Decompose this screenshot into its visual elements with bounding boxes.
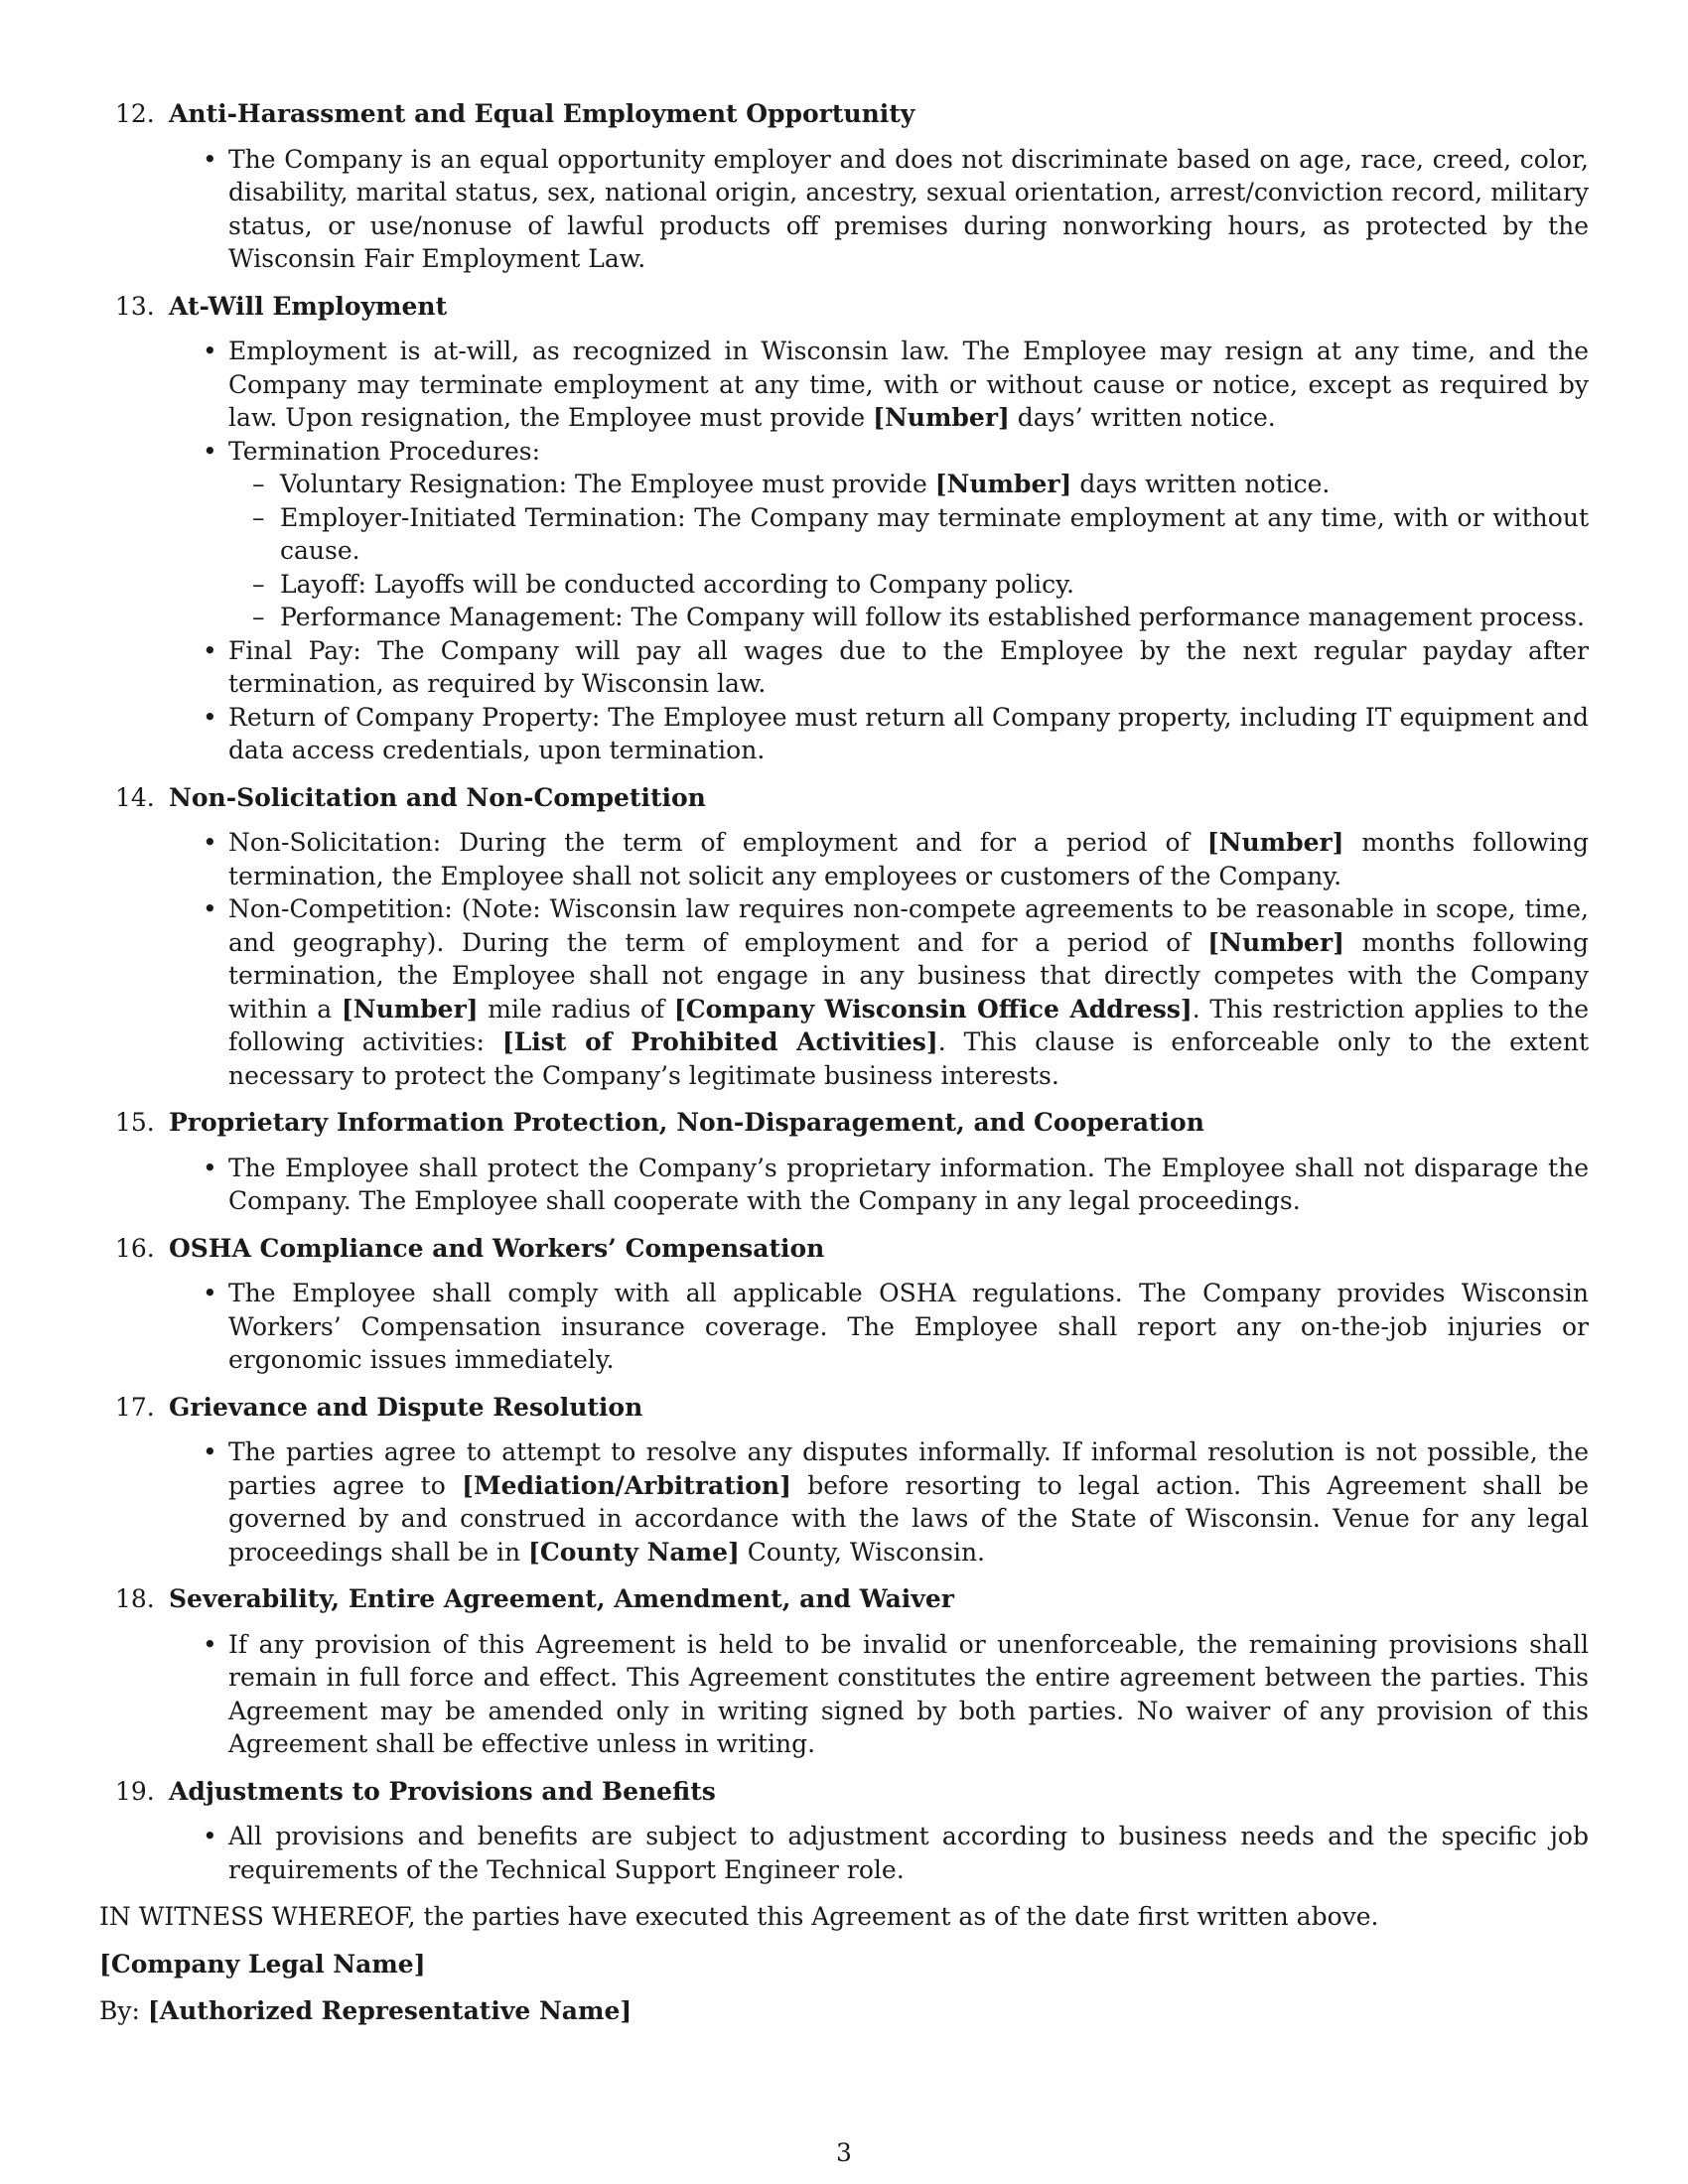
section-title: Anti-Harassment and Equal Employment Opportunity	[169, 99, 915, 128]
section-heading	[99, 1106, 1589, 1140]
bullet-list	[228, 1628, 1589, 1761]
section-title: At-Will Employment	[169, 291, 448, 321]
bullet-item: • Return of Company Property: The Employee must return all Company property, including IT equipment and data access credentials, upon termination.	[228, 701, 1589, 767]
section-14	[99, 781, 1589, 1093]
bullet-item: • The parties agree to attempt to resolve any disputes informally. If informal resolution is not possible, the parties agree to [Mediation/Arbitration] before resorting to legal action. This Agreement shall be governed by and construed in accordance with the laws of the State of Wisconsin. Venue for any legal proceedings shall be in [County Name] County, Wisconsin.	[228, 1435, 1589, 1569]
section-title: Non-Solicitation and Non-Competition	[169, 782, 706, 812]
section-heading	[99, 1391, 1589, 1425]
placeholder-field: [Mediation/Arbitration]	[462, 1470, 791, 1500]
section-title: Grievance and Dispute Resolution	[169, 1392, 643, 1422]
section-number: 15.	[115, 1108, 155, 1137]
sub-item: – Voluntary Resignation: The Employee must provide [Number] days written notice.	[280, 468, 1589, 501]
section-18	[99, 1582, 1589, 1761]
page-number: 3	[836, 2138, 852, 2167]
bullet-item: • Non-Competition: (Note: Wisconsin law requires non-compete agreements to be reasonable in scope, time, and geography). During the term of employment and for a period of [Number] months following termination, the Employee shall not engage in any business that directly competes with the Company within a [Number] mile radius of [Company Wisconsin Office Address]. This restriction applies to the following activities: [List of Prohibited Activities]. This clause is enforceable only to the extent necessary to protect the Company’s legitimate business interests.	[228, 892, 1589, 1092]
bullet-item: • Non-Solicitation: During the term of employment and for a period of [Number] months following termination, the Employee shall not solicit any employees or customers of the Company.	[228, 826, 1589, 892]
section-heading	[99, 1232, 1589, 1266]
sub-item: – Employer-Initiated Termination: The Company may terminate employment at any time, with or without cause.	[280, 501, 1589, 568]
representative-name: [Authorized Representative Name]	[147, 1996, 633, 2025]
section-number: 12.	[115, 99, 155, 128]
section-heading	[99, 781, 1589, 815]
placeholder-field: [Number]	[1206, 828, 1344, 857]
bullet-item: • Termination Procedures:	[228, 435, 1589, 469]
section-12	[99, 97, 1589, 276]
bullet-list	[228, 143, 1589, 276]
section-number: 14.	[115, 782, 155, 812]
section-15	[99, 1106, 1589, 1218]
bullet-item: • All provisions and benefits are subject to adjustment according to business needs and the specific job requirements of the Technical Support Engineer role.	[228, 1820, 1589, 1886]
section-heading	[99, 1775, 1589, 1809]
sub-list	[280, 468, 1589, 634]
sub-item: – Layoff: Layoffs will be conducted according to Company policy.	[280, 568, 1589, 602]
placeholder-field: [Number]	[934, 470, 1072, 498]
placeholder-field: [Number]	[873, 403, 1010, 432]
bullet-item: • Final Pay: The Company will pay all wages due to the Employee by the next regular payday after termination, as required by Wisconsin law.	[228, 634, 1589, 701]
section-number: 16.	[115, 1233, 155, 1263]
bullet-list	[228, 1435, 1589, 1569]
section-19	[99, 1775, 1589, 1887]
section-title: Proprietary Information Protection, Non-Disparagement, and Cooperation	[169, 1108, 1204, 1137]
section-number: 19.	[115, 1776, 155, 1806]
section-heading	[99, 97, 1589, 131]
section-heading	[99, 1582, 1589, 1616]
bullet-list	[228, 1820, 1589, 1886]
section-title: Severability, Entire Agreement, Amendment, and Waiver	[169, 1584, 954, 1613]
sections-list	[99, 97, 1589, 1886]
bullet-item: • The Employee shall protect the Company’s proprietary information. The Employee shall not disparage the Company. The Employee shall cooperate with the Company in any legal proceedings.	[228, 1152, 1589, 1218]
section-title: Adjustments to Provisions and Benefits	[169, 1776, 716, 1806]
bullet-list	[228, 1152, 1589, 1218]
bullet-item: • The Company is an equal opportunity employer and does not discriminate based on age, race, creed, color, disability, marital status, sex, national origin, ancestry, sexual orientation, arrest/conviction record, military status, or use/nonuse of lawful products off premises during nonworking hours, as protected by the Wisconsin Fair Employment Law.	[228, 143, 1589, 276]
company-signature-line	[99, 1948, 1589, 1981]
witness-statement: IN WITNESS WHEREOF, the parties have executed this Agreement as of the date first written above.	[99, 1902, 1379, 1931]
section-number: 13.	[115, 291, 155, 321]
bullet-list	[228, 335, 1589, 767]
placeholder-field: [Number]	[1207, 927, 1344, 957]
company-name: [Company Legal Name]	[99, 1949, 426, 1979]
placeholder-field: [County Name]	[528, 1537, 740, 1567]
section-17	[99, 1391, 1589, 1570]
section-16	[99, 1232, 1589, 1377]
bullet-list	[228, 826, 1589, 1092]
representative-signature-line	[99, 1994, 1589, 2028]
placeholder-field: [List of Prohibited Activities]	[501, 1027, 938, 1056]
bullet-item: • If any provision of this Agreement is held to be invalid or unenforceable, the remaining provisions shall remain in full force and effect. This Agreement constitutes the entire agreement between the parties. This Agreement may be amended only in writing signed by both parties. No waiver of any provision of this Agreement shall be effective unless in writing.	[228, 1628, 1589, 1761]
section-number: 17.	[115, 1392, 155, 1422]
sub-item: – Performance Management: The Company will follow its established performance management process.	[280, 601, 1589, 634]
section-13	[99, 290, 1589, 767]
bullet-item: • Employment is at-will, as recognized in Wisconsin law. The Employee may resign at any time, and the Company may terminate employment at any time, with or without cause or notice, except as required by law. Upon resignation, the Employee must provide [Number] days’ written notice.	[228, 335, 1589, 435]
placeholder-field: [Number]	[341, 994, 479, 1024]
by-label: By:	[99, 1996, 140, 2025]
placeholder-field: [Company Wisconsin Office Address]	[673, 994, 1193, 1024]
section-title: OSHA Compliance and Workers’ Compensation	[169, 1233, 825, 1263]
bullet-list	[228, 1277, 1589, 1377]
section-number: 18.	[115, 1584, 155, 1613]
section-heading	[99, 290, 1589, 324]
document-page	[99, 97, 1589, 2042]
bullet-item: • The Employee shall comply with all applicable OSHA regulations. The Company provides Wisconsin Workers’ Compensation insurance coverage. The Employee shall report any on-the-job injuries or ergonomic issues immediately.	[228, 1277, 1589, 1377]
